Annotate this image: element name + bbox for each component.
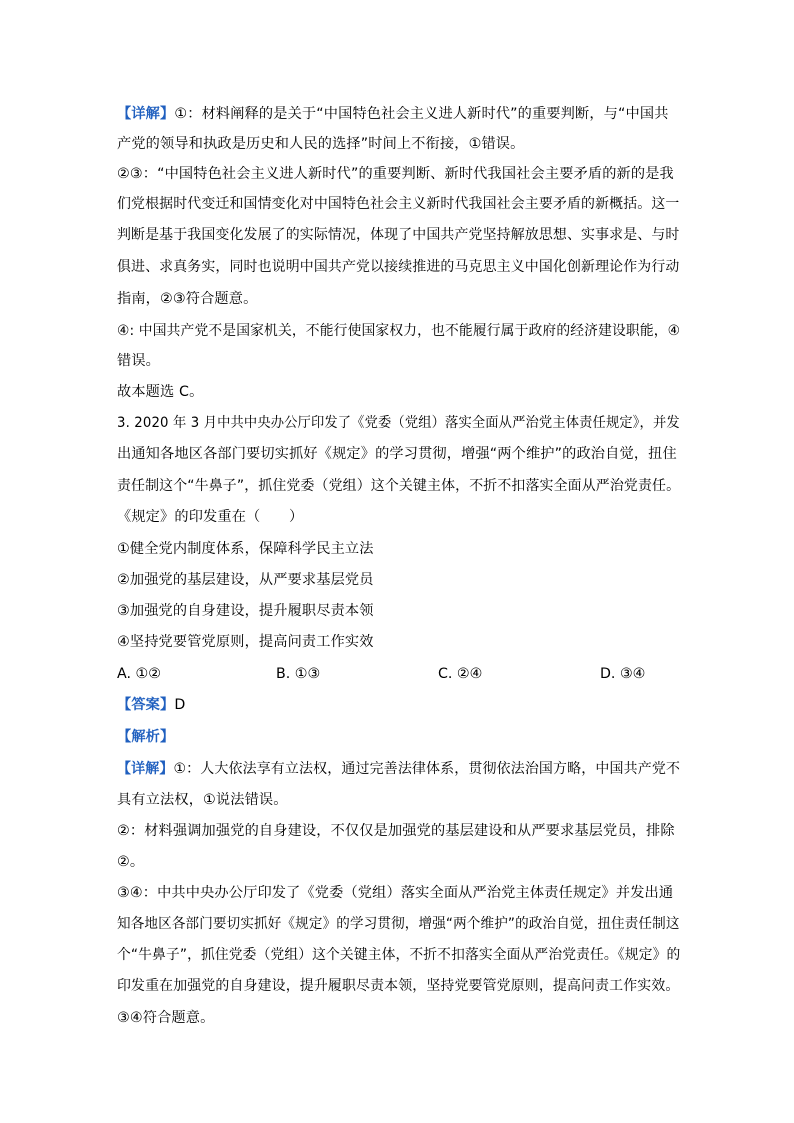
detail2-line-6: 知各地区各部门要切实抓好《规定》的学习贯彻，增强“两个维护”的政治自觉，扭住责任制这 — [117, 916, 680, 932]
detail-line-8: ④: 中国共产党不是国家机关，不能行使国家权力，也不能履行属于政府的经济建设职能，④ — [117, 323, 681, 339]
analysis-line — [117, 727, 174, 747]
detail2-line-7: 个“牛鼻子”，抓住党委（党组）这个关键主体，不折不扣落实全面从严治党责任。《规定》的 — [117, 947, 681, 963]
detail2-line-5: ③④：中共中央办公厅印发了《党委（党组）落实全面从严治党主体责任规定》并发出通 — [117, 885, 674, 901]
statement-1: ①健全党内制度体系，保障科学民主立法 — [117, 541, 374, 557]
statement-3: ③加强党的自身建设，提升履职尽责本领 — [117, 603, 374, 619]
detail-line-9: 错误。 — [117, 353, 161, 369]
detail2-text: ①：人大依法享有立法权，通过完善法律体系，贯彻依法治国方略，中国共产党不 — [173, 761, 681, 777]
detail2-line-2: 具有立法权，①说法错误。 — [117, 792, 288, 808]
statement-4: ④坚持党要管党原则，提高问责工作实效 — [117, 634, 374, 650]
question-3-line-2: 出通知各地区各部门要切实抓好《规定》的学习贯彻，增强“两个维护”的政治自觉，扭住 — [117, 446, 677, 462]
detail-line-1 — [117, 104, 669, 124]
option-c: C. ②④ — [438, 666, 483, 682]
detail-line-4: 们党根据时代变迁和国情变化对中国特色社会主义新时代我国社会主要矛盾的新概括。这一 — [117, 196, 680, 212]
detail-line-2: 产党的领导和执政是历史和人民的选择”时间上不衔接，①错误。 — [117, 136, 525, 152]
statement-2: ②加强党的基层建设，从严要求基层党员 — [117, 572, 374, 588]
answer-value: D — [174, 697, 186, 713]
option-b: B. ①③ — [276, 666, 321, 682]
question-3-line-3: 责任制这个“牛鼻子”，抓住党委（党组）这个关键主体，不折不扣落实全面从严治党责任。 — [117, 478, 681, 494]
conclusion-line: 故本题选 C。 — [117, 384, 204, 400]
question-3-line-1: 3. 2020 年 3 月中共中央办公厅印发了《党委（党组）落实全面从严治党主体责任规定》，并发 — [117, 415, 680, 431]
detail-text: ①：材料阐释的是关于“中国特色社会主义进人新时代”的重要判断，与“中国共 — [174, 106, 669, 122]
detail2-line-4: ②。 — [117, 854, 145, 870]
detail-line-7: 指南，②③符合题意。 — [117, 291, 258, 307]
option-d: D. ③④ — [600, 666, 646, 682]
detail2-line-9: ③④符合题意。 — [117, 1010, 215, 1026]
detail2-tag: 【详解】 — [117, 761, 174, 777]
detail2-line-3: ②：材料强调加强党的自身建设，不仅仅是加强党的基层建设和从严要求基层党员，排除 — [117, 823, 675, 839]
option-a: A. ①② — [117, 666, 161, 682]
analysis-tag: 【解析】 — [117, 729, 175, 745]
detail-tag: 【详解】 — [117, 106, 175, 122]
answer-tag: 【答案】 — [117, 697, 175, 713]
detail-line-5: 判断是基于我国变化发展了的实际情况，体现了中国共产党坚持解放思想、实事求是、与时 — [117, 227, 680, 243]
answer-line — [117, 695, 185, 715]
detail2-line-1 — [117, 759, 680, 779]
detail-line-6: 俱进、求真务实，同时也说明中国共产党以接续推进的马克思主义中国化创新理论作为行动 — [117, 259, 680, 275]
question-3-line-4: 《规定》的印发重在（ ） — [117, 509, 304, 525]
detail2-line-8: 印发重在加强党的自身建设，提升履职尽责本领，坚持党要管党原则，提高问责工作实效。 — [117, 978, 680, 994]
detail-line-3: ②③：“中国特色社会主义进人新时代”的重要判断、新时代我国社会主要矛盾的新的是我 — [117, 166, 674, 182]
